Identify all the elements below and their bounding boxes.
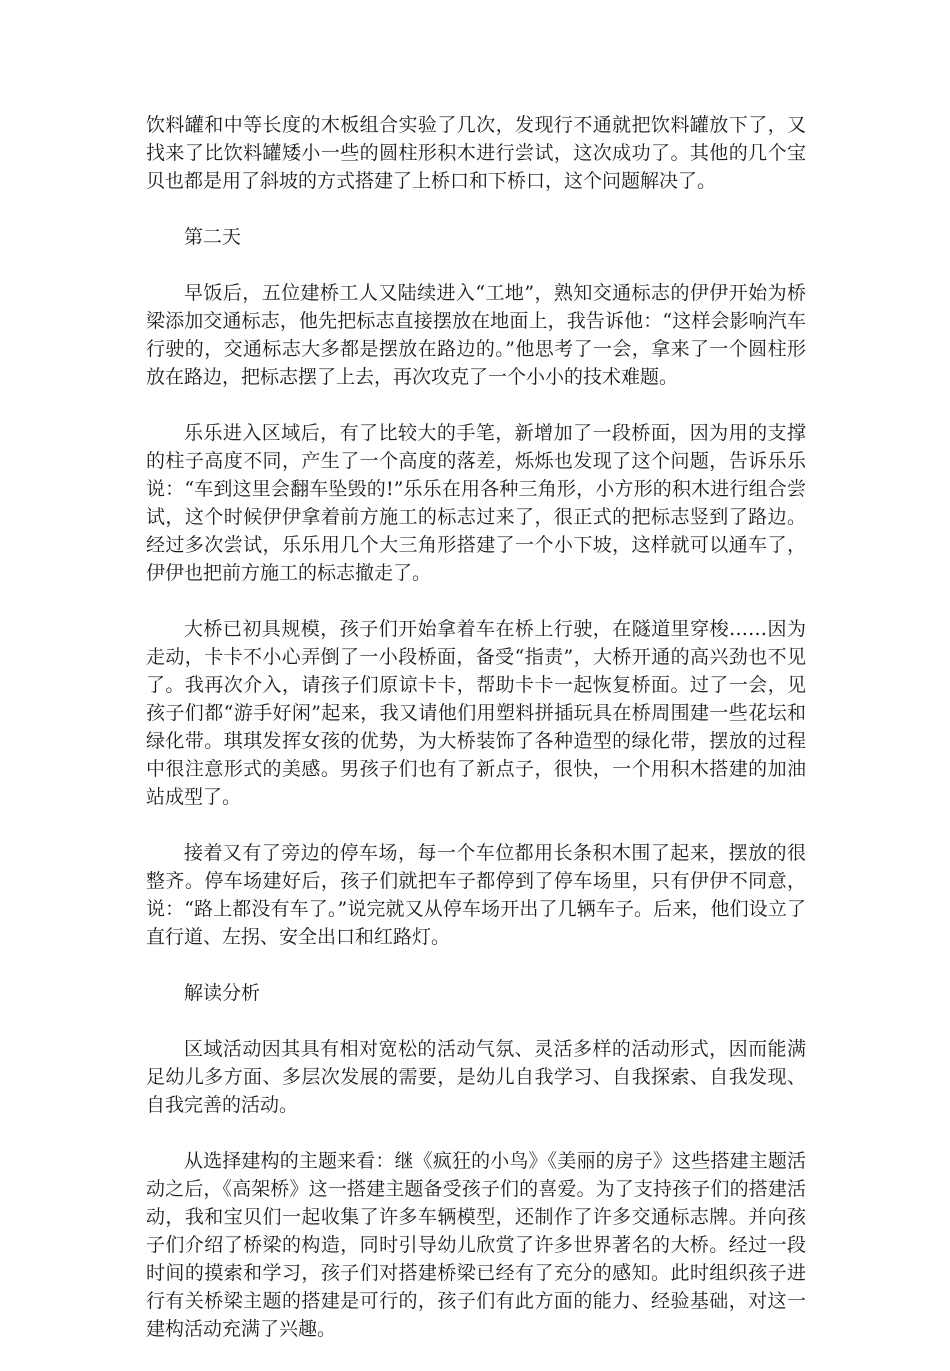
section-heading-analysis: 解读分析 (184, 982, 261, 1004)
paragraph-parking-lot: 接着又有了旁边的停车场，每一个车位都用长条积木围了起来，摆放的很整齐。停车场建好后，孩子们就把车子都停到了停车场里，只有伊伊不同意，说：“路上都没有车了。”说完就又从停车场开出了几辆车子。后来，他们设立了直行道、左拐、安全出口和红路灯。 (146, 842, 806, 948)
paragraph-theme-selection: 从选择建构的主题来看：继《疯狂的小鸟》《美丽的房子》这些搭建主题活动之后，《高架桥》这一搭建主题备受孩子们的喜爱。为了支持孩子们的搭建活动，我和宝贝们一起收集了许多车辆模型，还制作了许多交通标志牌。并向孩子们介绍了桥梁的构造，同时引导幼儿欣赏了许多世界著名的大桥。经过一段时间的摸索和学习，孩子们对搭建桥梁已经有了充分的感知。此时组织孩子进行有关桥梁主题的搭建是可行的，孩子们有此方面的能力、经验基础，对这一建构活动充满了兴趣。 (146, 1150, 806, 1340)
paragraph-traffic-signs: 早饭后，五位建桥工人又陆续进入“工地”，熟知交通标志的伊伊开始为桥梁添加交通标志，他先把标志直接摆放在地面上，我告诉他：“这样会影响汽车行驶的，交通标志大多都是摆放在路边的。”他思考了一会，拿来了一个圆柱形放在路边，把标志摆了上去，再次攻克了一个小小的技术难题。 (146, 282, 806, 388)
section-heading-day-two: 第二天 (184, 226, 242, 248)
paragraph-bridge-decoration: 大桥已初具规模，孩子们开始拿着车在桥上行驶，在隧道里穿梭……因为走动，卡卡不小心弄倒了一小段桥面，备受“指责”，大桥开通的高兴劲也不见了。我再次介入，请孩子们原谅卡卡，帮助卡卡一起恢复桥面。过了一会，见孩子们都“游手好闲”起来，我又请他们用塑料拼插玩具在桥周围建一些花坛和绿化带。琪琪发挥女孩的优势，为大桥装饰了各种造型的绿化带，摆放的过程中很注意形式的美感。男孩子们也有了新点子，很快，一个用积木搭建的加油站成型了。 (146, 618, 806, 808)
paragraph-continuation: 饮料罐和中等长度的木板组合实验了几次，发现行不通就把饮料罐放下了，又找来了比饮料罐矮小一些的圆柱形积木进行尝试，这次成功了。其他的几个宝贝也都是用了斜坡的方式搭建了上桥口和下桥口，这个问题解决了。 (146, 114, 806, 192)
paragraph-bridge-extension: 乐乐进入区域后，有了比较大的手笔，新增加了一段桥面，因为用的支撑的柱子高度不同，产生了一个高度的落差，烁烁也发现了这个问题，告诉乐乐说：“车到这里会翻车坠毁的!”乐乐在用各种三角形，小方形的积木进行组合尝试，这个时候伊伊拿着前方施工的标志过来了，很正式的把标志竖到了路边。经过多次尝试，乐乐用几个大三角形搭建了一个小下坡，这样就可以通车了，伊伊也把前方施工的标志撤走了。 (146, 422, 806, 584)
paragraph-area-activity: 区域活动因其具有相对宽松的活动气氛、灵活多样的活动形式，因而能满足幼儿多方面、多层次发展的需要，是幼儿自我学习、自我探索、自我发现、自我完善的活动。 (146, 1038, 806, 1116)
document-body (146, 111, 806, 1371)
